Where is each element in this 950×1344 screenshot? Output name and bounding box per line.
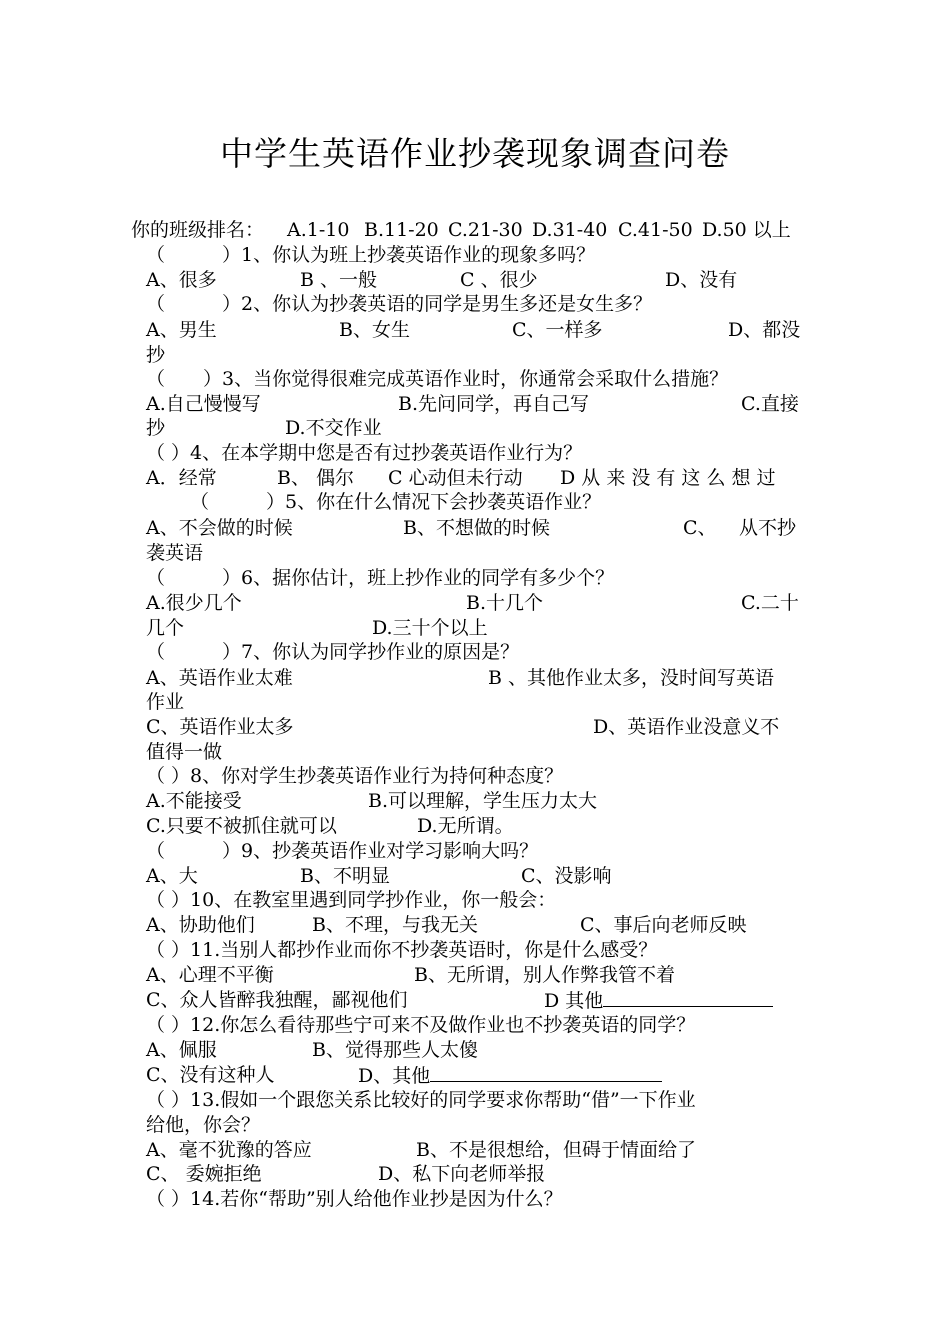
option: B、不理，与我无关 [312,914,478,936]
question-7-option-wrap: 作业 [146,691,185,713]
option: D.三十个以上 [372,617,488,639]
option: D 其他 [544,988,773,1013]
option: D、英语作业没意义不 [593,716,780,738]
rank-option: A.1-10 [287,219,350,241]
option: C、没有这种人 [146,1064,275,1086]
option: B.十几个 [466,592,544,614]
question-9: （ ）9、抄袭英语作业对学习影响大吗？ [146,840,539,862]
option: B、女生 [339,319,410,341]
option: A、很多 [146,269,217,291]
rank-option: D.31-40 [532,219,608,241]
option: B.先问同学，再自己写 [398,393,590,415]
option: A、不会做的时候 [146,517,293,539]
question-7: （ ）7、你认为同学抄作业的原因是？ [146,641,520,663]
option: C.只要不被抓住就可以 [146,815,337,837]
question-13: （ ）13.假如一个跟您关系比较好的同学要求你帮助“借”一下作业 [146,1089,696,1111]
option: D、都没 [728,319,801,341]
option: A、心理不平衡 [146,964,274,986]
page-title: 中学生英语作业抄袭现象调查问卷 [220,134,730,173]
option: C、英语作业太多 [146,716,294,738]
option: A.不能接受 [146,790,242,812]
option: C 、很少 [460,269,538,291]
option: C.二十 [741,592,799,614]
option: A、男生 [146,319,217,341]
option: B、 偶尔 [277,467,355,489]
rank-prompt: 你的班级排名： [131,219,265,241]
question-13-wrap: 给他，你会？ [146,1114,261,1136]
option: A、佩服 [146,1039,217,1061]
option: B、不想做的时候 [403,517,550,539]
question-5: （ ）5、你在什么情况下会抄袭英语作业？ [190,491,602,513]
option: A、毫不犹豫的答应 [146,1139,312,1161]
question-2: （ ）2、你认为抄袭英语的同学是男生多还是女生多？ [146,293,653,315]
option: C、事后向老师反映 [580,914,747,936]
rank-option: C.41-50 [618,219,693,241]
answer-blank [430,1063,662,1082]
option: C、一样多 [512,319,603,341]
option: D.不交作业 [285,417,382,439]
option: A、协助他们 [146,914,255,936]
option: D、私下向老师举报 [378,1163,546,1185]
question-7-option-wrap-2: 值得一做 [146,741,223,763]
option: C、没影响 [521,865,612,887]
option: A、英语作业太难 [146,667,293,689]
option: B、觉得那些人太傻 [312,1039,478,1061]
option: D、没有 [665,269,738,291]
question-10: （ ）10、在教室里遇到同学抄作业，你一般会： [146,889,557,911]
question-14: （ ）14.若你“帮助”别人给他作业抄是因为什么？ [146,1188,563,1210]
option: B 、其他作业太多，没时间写英语 [488,667,775,689]
option: C 心动但未行动 [388,467,523,489]
option: 从不抄 [739,517,797,539]
option: 抄 [146,417,166,439]
option: 几个 [146,617,185,639]
question-12: （ ）12.你怎么看待那些宁可来不及做作业也不抄袭英语的同学？ [146,1014,696,1036]
option: B、不是很想给，但碍于情面给了 [416,1139,696,1161]
question-4: （ ）4、在本学期中您是否有过抄袭英语作业行为？ [146,442,583,464]
option: A.很少几个 [146,592,242,614]
rank-option: C.21-30 [448,219,523,241]
option: C、 [683,517,717,539]
option: A、大 [146,865,198,887]
option: D 从 来 没 有 这 么 想 过 [560,467,776,489]
option: D.无所谓。 [417,815,514,837]
option: D、其他 [358,1063,662,1088]
question-1: （ ）1、你认为班上抄袭英语作业的现象多吗？ [146,244,596,266]
option: A.自己慢慢写 [146,393,261,415]
answer-blank [603,988,773,1007]
question-6: （ ）6、据你估计，班上抄作业的同学有多少个？ [146,567,615,589]
option: C.直接 [741,393,799,415]
option: A．经常 [146,467,217,489]
option: B.可以理解，学生压力太大 [368,790,598,812]
question-5-option-wrap: 袭英语 [146,542,204,564]
option: B、无所谓，别人作弊我管不着 [414,964,675,986]
rank-option: D.50 以上 [702,219,791,241]
option: C、 委婉拒绝 [146,1163,262,1185]
question-8: （ ）8、你对学生抄袭英语作业行为持何种态度？ [146,765,564,787]
option: C、众人皆醉我独醒，鄙视他们 [146,989,408,1011]
option: B 、一般 [300,269,378,291]
question-2-option-wrap: 抄 [146,344,166,366]
question-11: （ ）11.当别人都抄作业而你不抄袭英语时，你是什么感受？ [146,939,658,961]
option: B、不明显 [300,865,390,887]
rank-option: B.11-20 [364,219,439,241]
question-3: （ ）3、当你觉得很难完成英语作业时，你通常会采取什么措施？ [146,368,729,390]
